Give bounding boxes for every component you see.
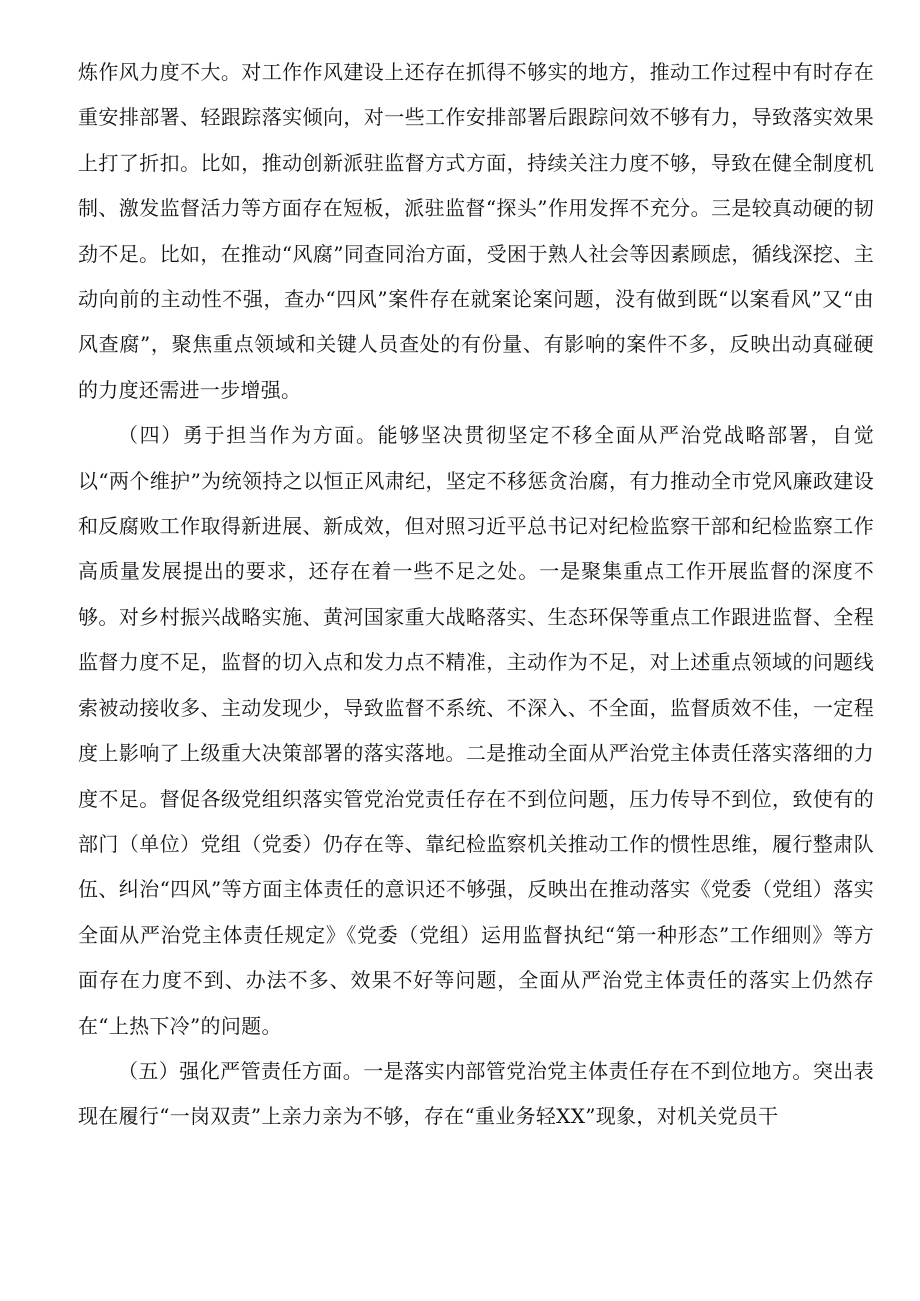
paragraph-work-style: 炼作风力度不大。对工作作风建设上还存在抓得不够实的地方，推动工作过程中有时存在重安排部署、轻跟踪落实倾向，对一些工作安排部署后跟踪问效不够有力，导致落实效果上打了折扣。比如，推动创新派驻监督方式方面，持续关注力度不够，导致在健全制度机制、激发监督活力等方面存在短板，派驻监督“探头”作用发挥不充分。三是较真动硬的韧劲不足。比如，在推动“风腐”同查同治方面，受困于熟人社会等因素顾虑，循线深挖、主动向前的主动性不强，查办“四风”案件存在就案论案问题，没有做到既“以案看风”又“由风查腐”，聚焦重点领域和关键人员查处的有份量、有影响的案件不多，反映出动真碰硬的力度还需进一步增强。 bbox=[78, 60, 874, 402]
document-page bbox=[78, 50, 874, 1140]
paragraph-section-five: （五）强化严管责任方面。一是落实内部管党治党主体责任存在不到位地方。突出表现在履行“一岗双责”上亲力亲为不够，存在“重业务轻XX”现象，对机关党员干 bbox=[78, 1058, 874, 1129]
paragraph-section-four: （四）勇于担当作为方面。能够坚决贯彻坚定不移全面从严治党战略部署，自觉以“两个维护”为统领持之以恒正风肃纪，坚定不移惩贪治腐，有力推动全市党风廉政建设和反腐败工作取得新进展、新成效，但对照习近平总书记对纪检监察干部和纪检监察工作高质量发展提出的要求，还存在着一些不足之处。一是聚集重点工作开展监督的深度不够。对乡村振兴战略实施、黄河国家重大战略落实、生态环保等重点工作跟进监督、全程监督力度不足，监督的切入点和发力点不精准，主动作为不足，对上述重点领域的问题线索被动接收多、主动发现少，导致监督不系统、不深入、不全面，监督质效不佳，一定程度上影响了上级重大决策部署的落实落地。二是推动全面从严治党主体责任落实落细的力度不足。督促各级党组织落实管党治党责任存在不到位问题，压力传导不到位，致使有的部门（单位）党组（党委）仍存在等、靠纪检监察机关推动工作的惯性思维，履行整肃队伍、纠治“四风”等方面主体责任的意识还不够强，反映出在推动落实《党委（党组）落实全面从严治党主体责任规定》《党委（党组）运用监督执纪“第一种形态”工作细则》等方面存在力度不到、办法不多、效果不好等问题，全面从严治党主体责任的落实上仍然存在“上热下冷”的问题。 bbox=[78, 423, 874, 1038]
